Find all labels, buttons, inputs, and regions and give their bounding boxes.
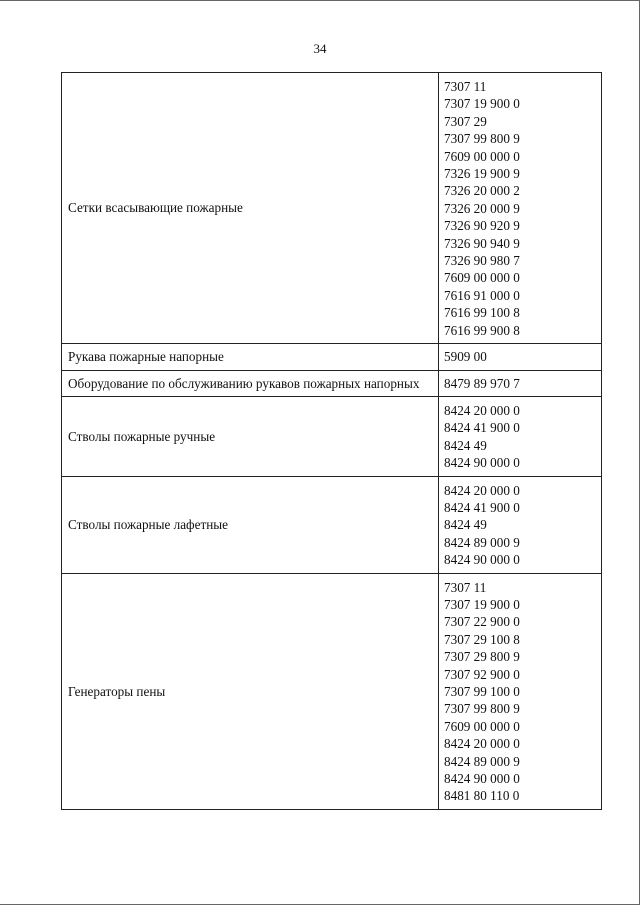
tnved-code: 7326 90 980 7 bbox=[444, 253, 520, 269]
product-name-cell bbox=[62, 396, 439, 476]
tnved-code: 8479 89 970 7 bbox=[444, 375, 520, 391]
tnved-code: 7326 19 900 9 bbox=[444, 166, 520, 182]
table-row bbox=[62, 344, 602, 370]
table-row bbox=[62, 370, 602, 396]
tnved-code: 7307 11 bbox=[444, 579, 487, 595]
tnved-code: 8424 90 000 0 bbox=[444, 771, 520, 787]
tnved-code: 8424 20 000 0 bbox=[444, 736, 520, 752]
product-name: Рукава пожарные напорные bbox=[68, 349, 224, 365]
tnved-code: 7616 99 900 8 bbox=[444, 322, 520, 338]
tnved-code: 7326 20 000 9 bbox=[444, 200, 520, 216]
tnved-code: 8424 41 900 0 bbox=[444, 420, 520, 436]
product-name-cell bbox=[62, 476, 439, 573]
tnved-code: 7307 22 900 0 bbox=[444, 614, 520, 630]
tnved-code: 8424 49 bbox=[444, 437, 487, 453]
product-code-table bbox=[61, 72, 602, 810]
tnved-code: 7307 19 900 0 bbox=[444, 96, 520, 112]
table-row bbox=[62, 73, 602, 344]
tnved-code: 8424 89 000 9 bbox=[444, 753, 520, 769]
tnved-code: 7326 90 940 9 bbox=[444, 235, 520, 251]
tnved-code: 7307 29 100 8 bbox=[444, 631, 520, 647]
product-name: Стволы пожарные лафетные bbox=[68, 516, 228, 532]
product-name: Оборудование по обслуживанию рукавов пожарных напорных bbox=[68, 375, 420, 391]
tnved-code: 8481 80 110 0 bbox=[444, 788, 520, 804]
tnved-code: 8424 41 900 0 bbox=[444, 499, 520, 515]
tnved-code-cell bbox=[439, 573, 602, 809]
tnved-code: 8424 89 000 9 bbox=[444, 534, 520, 550]
tnved-code-cell bbox=[439, 73, 602, 344]
tnved-code: 7307 11 bbox=[444, 79, 487, 94]
tnved-code: 8424 90 000 0 bbox=[444, 455, 520, 471]
tnved-code-cell bbox=[439, 396, 602, 476]
product-name-cell bbox=[62, 73, 439, 344]
tnved-code-cell bbox=[439, 344, 602, 370]
tnved-code: 7307 19 900 0 bbox=[444, 596, 520, 612]
tnved-code: 7616 91 000 0 bbox=[444, 287, 520, 303]
tnved-code: 7307 29 bbox=[444, 113, 487, 129]
table-row bbox=[62, 396, 602, 476]
table-row bbox=[62, 476, 602, 573]
tnved-code-cell bbox=[439, 476, 602, 573]
tnved-code: 8424 20 000 0 bbox=[444, 402, 520, 418]
table-body bbox=[62, 73, 602, 810]
tnved-code: 8424 20 000 0 bbox=[444, 482, 520, 498]
tnved-code: 7307 29 800 9 bbox=[444, 649, 520, 665]
tnved-code: 8424 49 bbox=[444, 517, 487, 533]
table-row bbox=[62, 573, 602, 809]
tnved-code: 7616 99 100 8 bbox=[444, 305, 520, 321]
tnved-code: 7609 00 000 0 bbox=[444, 270, 520, 286]
product-name: Стволы пожарные ручные bbox=[68, 428, 216, 444]
tnved-code: 5909 00 bbox=[444, 349, 487, 365]
tnved-code: 7326 90 920 9 bbox=[444, 218, 520, 234]
tnved-code-cell bbox=[439, 370, 602, 396]
product-name-cell bbox=[62, 573, 439, 809]
product-name: Сетки всасывающие пожарные bbox=[68, 200, 243, 216]
tnved-code: 7307 99 800 9 bbox=[444, 131, 520, 147]
tnved-code: 7307 92 900 0 bbox=[444, 666, 520, 682]
product-name: Генераторы пены bbox=[68, 683, 166, 699]
product-name-cell bbox=[62, 344, 439, 370]
tnved-code: 7307 99 100 0 bbox=[444, 684, 520, 699]
tnved-code: 7609 00 000 0 bbox=[444, 718, 520, 734]
tnved-code: 7307 99 800 9 bbox=[444, 701, 520, 717]
product-name-cell bbox=[62, 370, 439, 396]
tnved-code: 7609 00 000 0 bbox=[444, 148, 520, 164]
tnved-code: 8424 90 000 0 bbox=[444, 552, 520, 568]
tnved-code: 7326 20 000 2 bbox=[444, 183, 520, 199]
page-number: 34 bbox=[313, 41, 327, 56]
